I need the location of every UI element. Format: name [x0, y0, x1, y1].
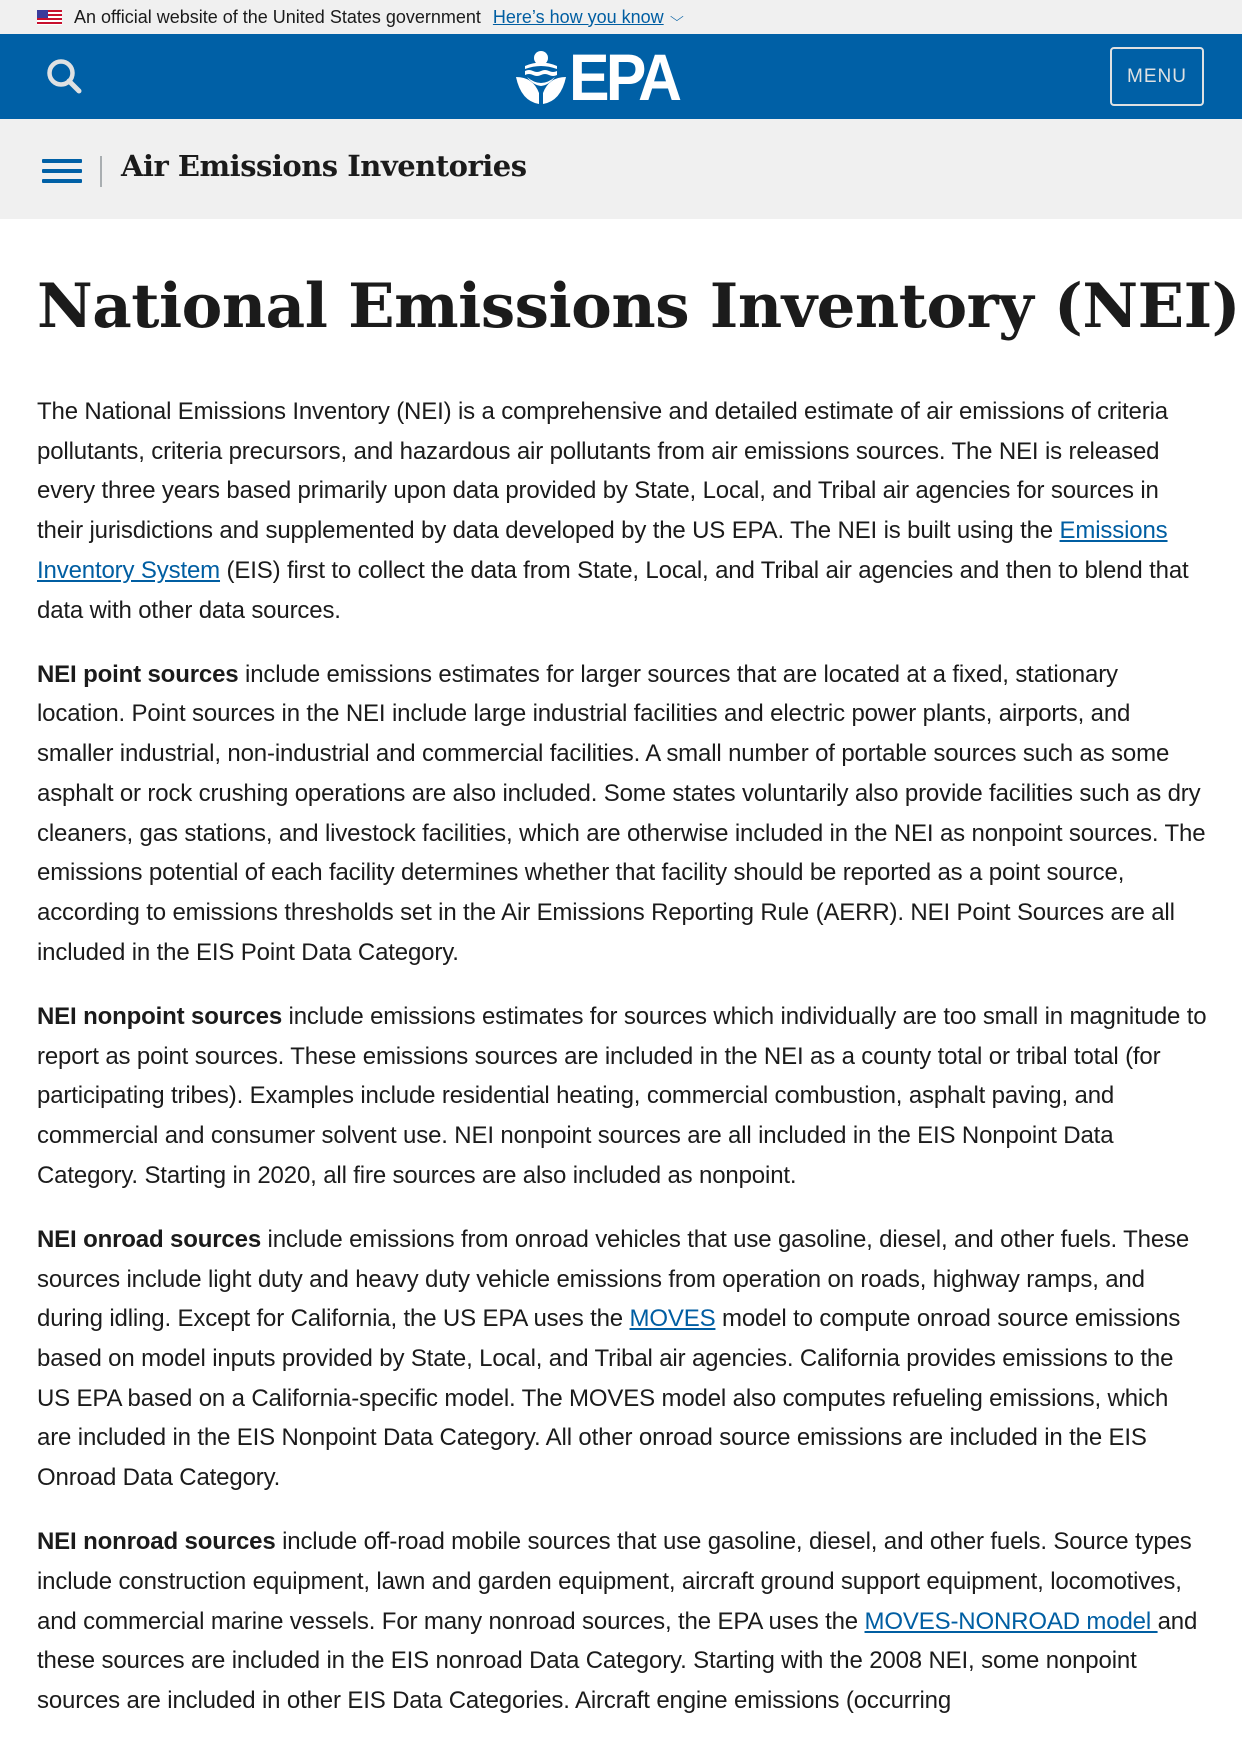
nonroad-sources-text-1: include off-road mobile sources that use gasoline, diesel, and other fuels. Source types include construction equipment, lawn and garden equipment, aircraft ground support equipment, locomotives, and commercial marine vessels. For many nonroad sources, the EPA uses the	[37, 1528, 1192, 1635]
point-sources-paragraph	[37, 655, 1207, 973]
nonroad-sources-heading: NEI nonroad sources	[37, 1528, 276, 1556]
main-content	[37, 392, 1207, 1745]
nonpoint-sources-text: include emissions estimates for sources which individually are too small in magnitude to report as point sources. These emissions sources are included in the NEI as a county total or tribal total (for participating tribes). Examples include residential heating, commercial combustion, asphalt paving, and commercial and consumer solvent use. NEI nonpoint sources are all included in the EIS Nonpoint Data Category. Starting in 2020, all fire sources are also included as nonpoint.	[37, 1002, 1207, 1189]
onroad-sources-text-1: include emissions from onroad vehicles that use gasoline, diesel, and other fuels. These sources include light duty and heavy duty vehicle emissions from operation on roads, highway ramps, and during idling. Except for California, the US EPA uses the	[37, 1225, 1190, 1333]
moves-link[interactable]: MOVES	[629, 1305, 716, 1333]
nonpoint-sources-paragraph	[37, 997, 1207, 1196]
search-icon	[44, 56, 86, 98]
moves-nonroad-model-link[interactable]: MOVES-NONROAD model	[864, 1607, 1158, 1635]
search-button[interactable]	[44, 56, 86, 98]
intro-text-1: The National Emissions Inventory (NEI) is a comprehensive and detailed estimate of air emissions of criteria pollutants, criteria precursors, and hazardous air pollutants from air emissions sources. The NEI is released every three years based primarily upon data provided by State, Local, and Tribal air agencies for sources in their jurisdictions and supplemented by data developed by the US EPA. The NEI is built using the	[37, 398, 1168, 545]
hamburger-menu-icon[interactable]	[42, 159, 82, 187]
point-sources-text: include emissions estimates for larger sources that are located at a fixed, stationary location. Point sources in the NEI include large industrial facilities and electric power plants, airports, and smaller industrial, non-industrial and commercial facilities. A small number of portable sources such as some asphalt or rock crushing operations are also included. Some states voluntarily also provide facilities such as dry cleaners, gas stations, and livestock facilities, which are otherwise included in the NEI as nonpoint sources. The emissions potential of each facility determines whether that facility should be reported as a point source, according to emissions thresholds set in the Air Emissions Reporting Rule (AERR). NEI Point Sources are all included in the EIS Point Data Category.	[37, 660, 1206, 966]
intro-text-2: (EIS) first to collect the data from State, Local, and Tribal air agencies and then to blend that data with other data sources.	[37, 556, 1189, 624]
site-header	[0, 34, 1242, 119]
menu-button[interactable]: MENU	[1110, 47, 1204, 106]
nonroad-sources-paragraph	[37, 1522, 1207, 1721]
official-website-text: An official website of the United States government	[74, 6, 481, 27]
chevron-down-icon[interactable]: ⌵	[669, 9, 684, 24]
onroad-sources-text-2: model to compute onroad source emissions based on model inputs provided by State, Local, and Tribal air agencies. California provides emissions to the US EPA based on a California-specific model. The MOVES model also computes refueling emissions, which are included in the EIS Nonpoint Data Category. All other onroad source emissions are included in the EIS Onroad Data Category.	[37, 1305, 1181, 1492]
section-header	[0, 119, 1242, 219]
emissions-inventory-system-link[interactable]: Emissions Inventory System	[37, 517, 1168, 584]
epa-logo[interactable]	[515, 40, 688, 114]
page-title: National Emissions Inventory (NEI)	[37, 271, 1240, 342]
nonpoint-sources-heading: NEI nonpoint sources	[37, 1002, 283, 1030]
epa-flower-logo-icon	[515, 49, 567, 105]
onroad-sources-heading: NEI onroad sources	[37, 1225, 262, 1253]
nonroad-sources-text-2: and these sources are included in the EIS nonroad Data Category. Starting with the 2008 NEI, some nonpoint sources are included in other EIS Data Categories. Aircraft engine emissions (occurring	[37, 1607, 1198, 1715]
onroad-sources-paragraph	[37, 1220, 1207, 1498]
section-divider	[100, 156, 102, 187]
epa-wordmark: EPA	[569, 40, 679, 114]
section-title-link[interactable]: Air Emissions Inventories	[121, 149, 527, 183]
gov-banner	[0, 0, 1242, 34]
point-sources-heading: NEI point sources	[37, 660, 239, 688]
heres-how-you-know-link[interactable]: Here’s how you know	[492, 6, 664, 27]
intro-paragraph	[37, 392, 1207, 630]
us-flag-icon	[37, 10, 62, 25]
